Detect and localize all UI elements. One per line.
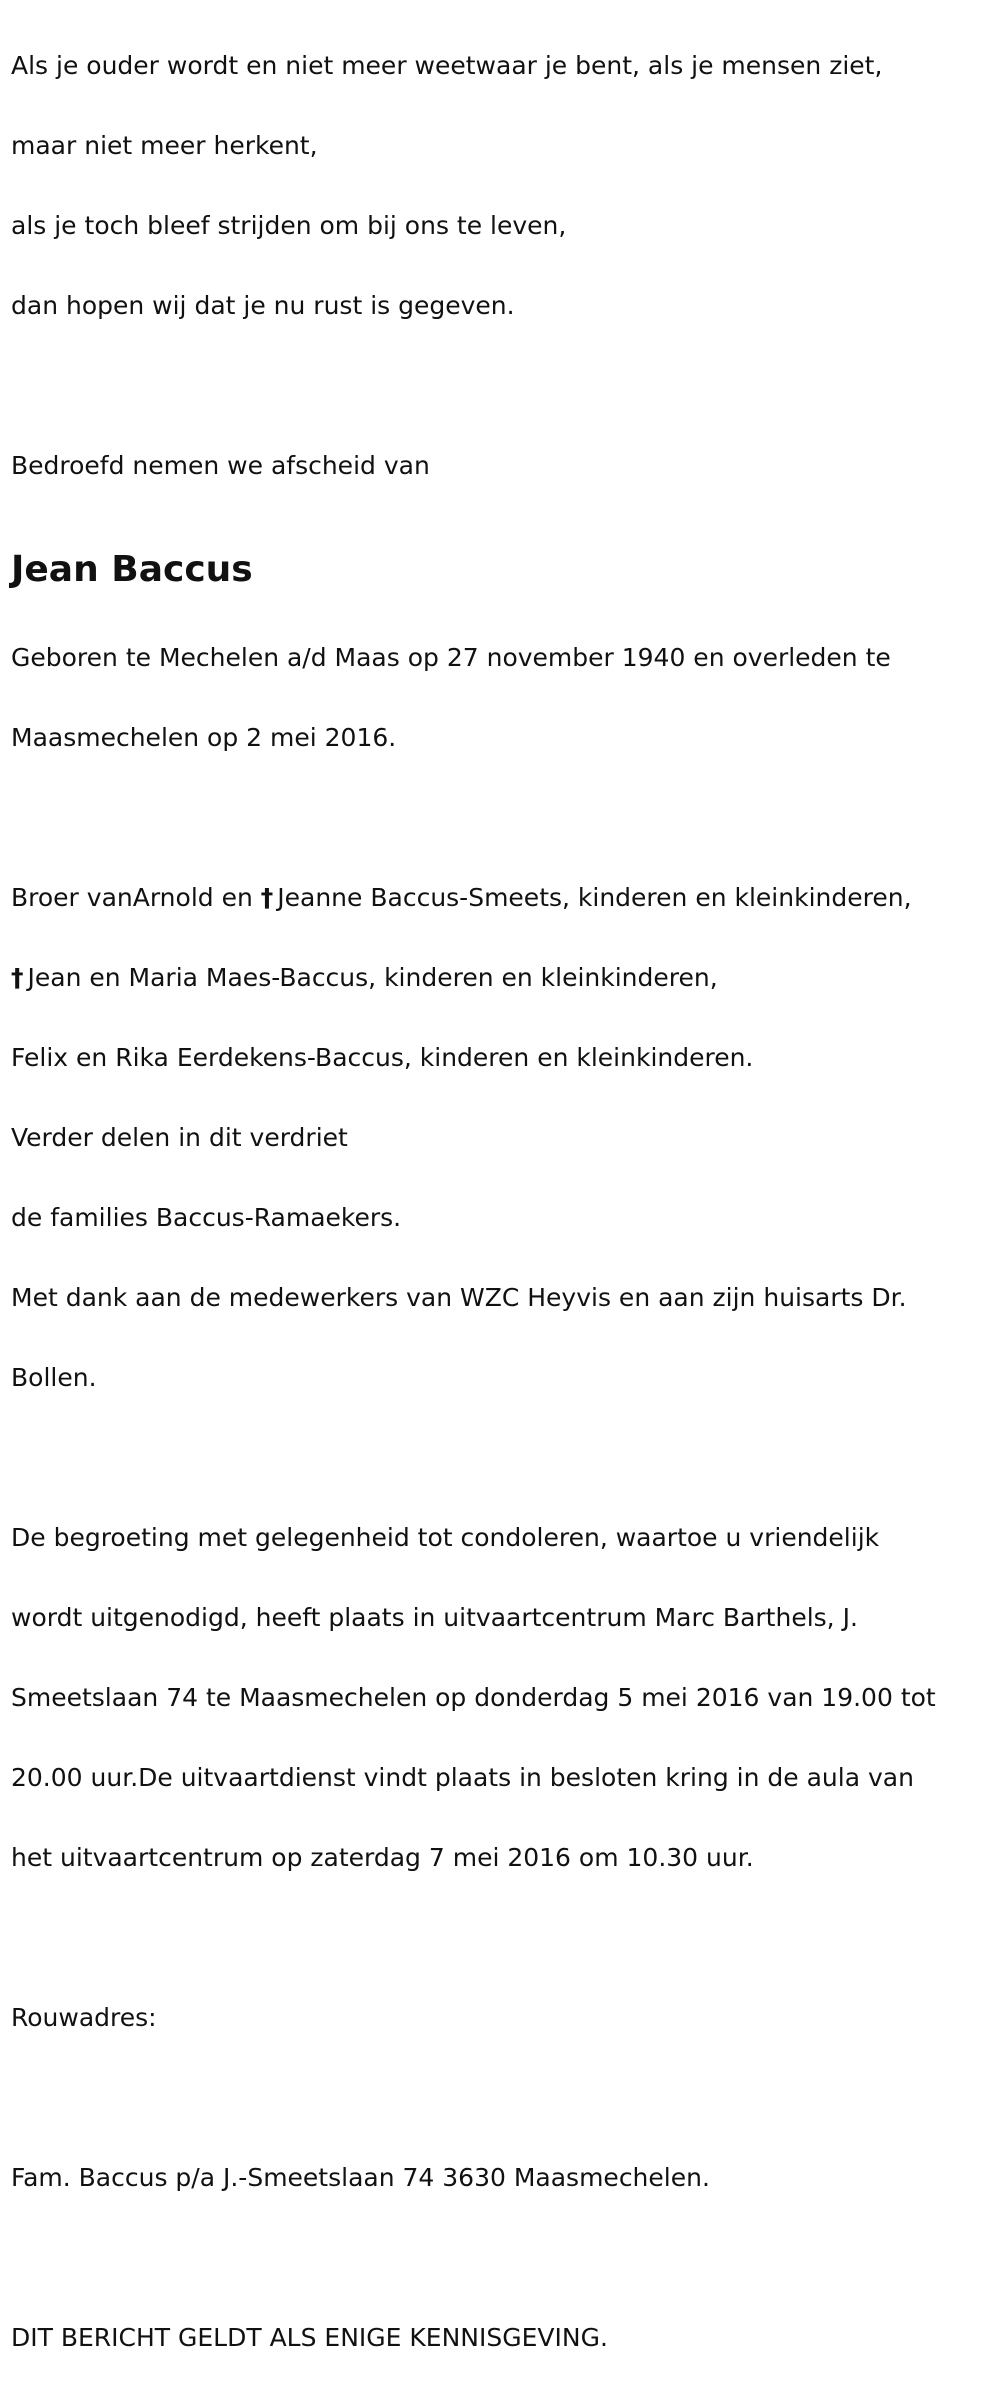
address-label xyxy=(11,1958,1000,2078)
spacer xyxy=(11,1438,1000,1478)
cross-icon: † xyxy=(260,883,274,912)
ceremony-line: De begroeting met gelegenheid tot condoleren, waartoe u vriendelijk xyxy=(11,1523,880,1552)
intro-line: Bedroefd nemen we afscheid van xyxy=(11,451,430,480)
poem-line: Als je ouder wordt en niet meer weetwaar je bent, als je mensen ziet, xyxy=(11,51,883,80)
deceased-name: Jean Baccus xyxy=(11,549,253,590)
address-value xyxy=(11,2118,1000,2238)
family-line xyxy=(11,958,1000,998)
poem xyxy=(11,6,1000,366)
family-line: Met dank aan de medewerkers van WZC Heyvis en aan zijn huisarts Dr. xyxy=(11,1283,907,1312)
notice-text: DIT BERICHT GELDT ALS ENIGE KENNISGEVING. xyxy=(11,2323,608,2352)
family-line: Bollen. xyxy=(11,1363,97,1392)
intro-text xyxy=(11,406,1000,526)
spacer xyxy=(11,2238,1000,2278)
birth-death-line: Geboren te Mechelen a/d Maas op 27 november 1940 en overleden te xyxy=(11,643,891,672)
family-list xyxy=(11,838,1000,1438)
ceremony-line: wordt uitgenodigd, heeft plaats in uitvaartcentrum Marc Barthels, J. xyxy=(11,1603,858,1632)
obituary-page xyxy=(0,6,1000,2352)
family-line-rest: Jeanne Baccus-Smeets, kinderen en kleinkinderen, xyxy=(277,883,912,912)
address-value-text: Fam. Baccus p/a J.-Smeetslaan 74 3630 Maasmechelen. xyxy=(11,2163,710,2192)
family-line: de families Baccus-Ramaekers. xyxy=(11,1203,402,1232)
family-line-prefix: Broer vanArnold en xyxy=(11,883,253,912)
spacer xyxy=(11,366,1000,406)
ceremony-line: het uitvaartcentrum op zaterdag 7 mei 2016 om 10.30 uur. xyxy=(11,1843,754,1872)
family-line xyxy=(11,878,1000,918)
cross-icon: † xyxy=(11,963,24,992)
poem-line: dan hopen wij dat je nu rust is gegeven. xyxy=(11,291,515,320)
family-line: Felix en Rika Eerdekens-Baccus, kinderen en kleinkinderen. xyxy=(11,1043,754,1072)
spacer xyxy=(11,2078,1000,2118)
spacer xyxy=(11,1918,1000,1958)
ceremony-line: 20.00 uur.De uitvaartdienst vindt plaats in besloten kring in de aula van xyxy=(11,1763,914,1792)
birth-death-line: Maasmechelen op 2 mei 2016. xyxy=(11,723,397,752)
poem-line: maar niet meer herkent, xyxy=(11,131,318,160)
family-line: Verder delen in dit verdriet xyxy=(11,1123,348,1152)
birth-death-info xyxy=(11,598,1000,798)
ceremony-info xyxy=(11,1478,1000,1918)
family-line-rest: Jean en Maria Maes-Baccus, kinderen en kleinkinderen, xyxy=(27,963,718,992)
address-label-text: Rouwadres: xyxy=(11,2003,157,2032)
poem-line: als je toch bleef strijden om bij ons te leven, xyxy=(11,211,567,240)
ceremony-line: Smeetslaan 74 te Maasmechelen op donderdag 5 mei 2016 van 19.00 tot xyxy=(11,1683,936,1712)
notice xyxy=(11,2278,1000,2398)
spacer xyxy=(11,798,1000,838)
